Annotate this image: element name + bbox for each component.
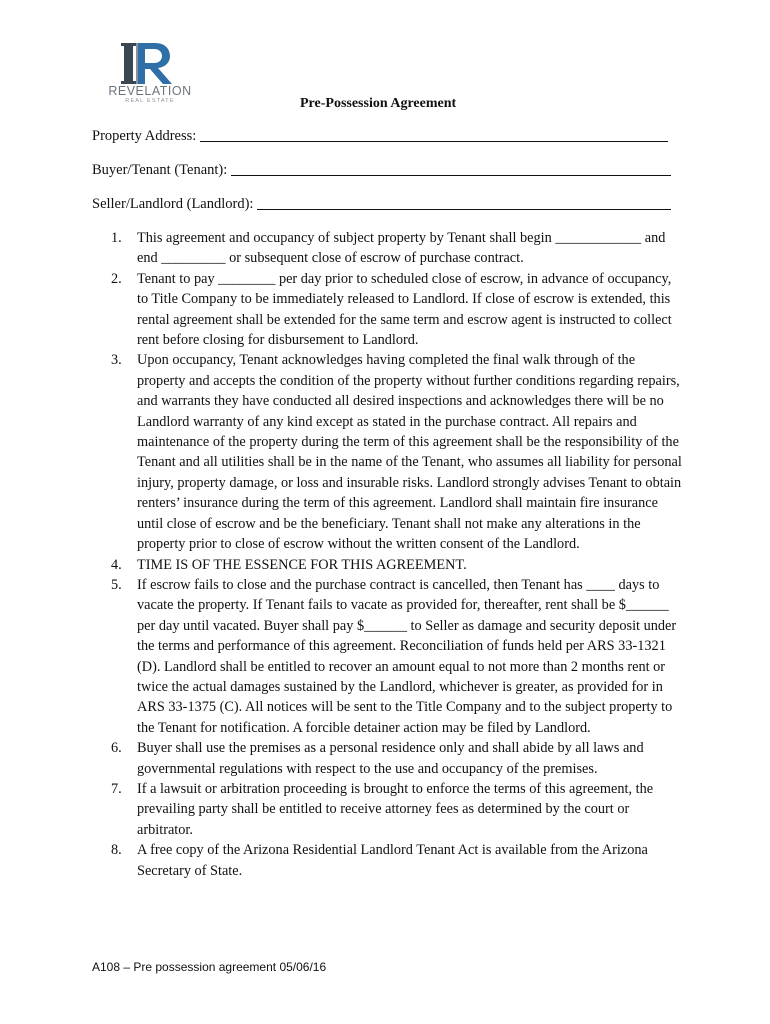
logo-subtitle: REAL ESTATE xyxy=(125,98,175,104)
term-text: A free copy of the Arizona Residential Landlord Tenant Act is available from the Arizona Secretary of State. xyxy=(137,842,648,879)
term-number: 3. xyxy=(111,352,122,369)
buyer-tenant-blank xyxy=(231,161,671,176)
term-item xyxy=(88,738,684,779)
property-address-blank xyxy=(200,127,668,142)
buyer-tenant-field xyxy=(92,161,671,179)
logo-wordmark: REVELATION xyxy=(108,84,192,98)
seller-landlord-label: Seller/Landlord (Landlord): xyxy=(92,196,254,212)
term-item xyxy=(88,840,684,881)
term-text: TIME IS OF THE ESSENCE FOR THIS AGREEMENT. xyxy=(137,556,467,573)
term-text: Tenant to pay ________ per day prior to scheduled close of escrow, in advance of occupancy, to Title Company to be immediately released to Landlord. If close of escrow is extended, this rental agreement shall be extended for the same term and escrow agent is instructed to collect rent before closing for disbursement to Landlord. xyxy=(137,270,672,349)
term-number: 4. xyxy=(111,556,122,573)
logo-mark-icon xyxy=(100,40,200,86)
term-text: Buyer shall use the premises as a personal residence only and shall abide by all laws and governmental regulations with respect to the use and occupancy of the premises. xyxy=(137,740,644,777)
term-number: 1. xyxy=(111,230,122,246)
term-item xyxy=(88,269,684,351)
terms-list xyxy=(88,228,684,881)
term-number: 8. xyxy=(111,842,122,859)
seller-landlord-blank xyxy=(257,195,671,210)
term-text: Upon occupancy, Tenant acknowledges having completed the final walk through of the property and accepts the condition of the property without further conditions regarding repairs, and warrants they have conducted all desired inspections and acknowledges there will be no Landlord warranty of any kind except as stated in the purchase contract. All repairs and maintenance of the property during the term of this agreement shall be the responsibility of the Tenant and all utilities shall be in the name of the Tenant, who assumes all liability for personal injury, property damage, or loss and insurable risks. Landlord strongly advises Tenant to obtain renters’ insurance during the term of this agreement. Landlord shall maintain fire insurance until close of escrow and be the beneficiary. Tenant shall not make any alterations in the property prior to close of escrow without the written consent of the Landlord. xyxy=(137,352,682,553)
term-number: 5. xyxy=(111,576,122,593)
seller-landlord-field xyxy=(92,195,671,213)
term-item xyxy=(88,779,684,840)
term-number: 2. xyxy=(111,270,122,287)
property-address-label: Property Address: xyxy=(92,128,197,144)
term-item xyxy=(88,555,684,575)
term-item xyxy=(88,575,684,738)
term-text: If escrow fails to close and the purchase contract is cancelled, then Tenant has ____ days to vacate the property. If Tenant fails to vacate as provided for, thereafter, rent shall be $______ per day until vacated. Buyer shall pay $______ to Seller as damage and security deposit under the terms and performance of this agreement. Reconciliation of funds held per ARS 33-1321 (D). Landlord shall be entitled to recover an amount equal to not more than 2 months rent or twice the actual damages sustained by the Landlord, whichever is greater, as provided for in ARS 33-1375 (C). All notices will be sent to the Title Company and to the subject property to the Tenant for notification. A forcible detainer action may be filed by Landlord. xyxy=(137,576,677,736)
property-address-field xyxy=(92,127,668,145)
document-footer: A108 – Pre possession agreement 05/06/16 xyxy=(92,960,327,974)
document-title: Pre-Possession Agreement xyxy=(300,96,457,111)
revelation-logo xyxy=(100,40,200,108)
term-item xyxy=(88,350,684,554)
buyer-tenant-label: Buyer/Tenant (Tenant): xyxy=(92,162,228,178)
term-item xyxy=(88,228,684,269)
term-text: If a lawsuit or arbitration proceeding is brought to enforce the terms of this agreement, the prevailing party shall be entitled to receive attorney fees as determined by the court or arbitrator. xyxy=(137,780,654,838)
term-text: This agreement and occupancy of subject property by Tenant shall begin ____________ and end _________ or subsequent close of escrow of purchase contract. xyxy=(137,230,666,267)
term-number: 6. xyxy=(111,740,122,757)
term-number: 7. xyxy=(111,780,122,797)
